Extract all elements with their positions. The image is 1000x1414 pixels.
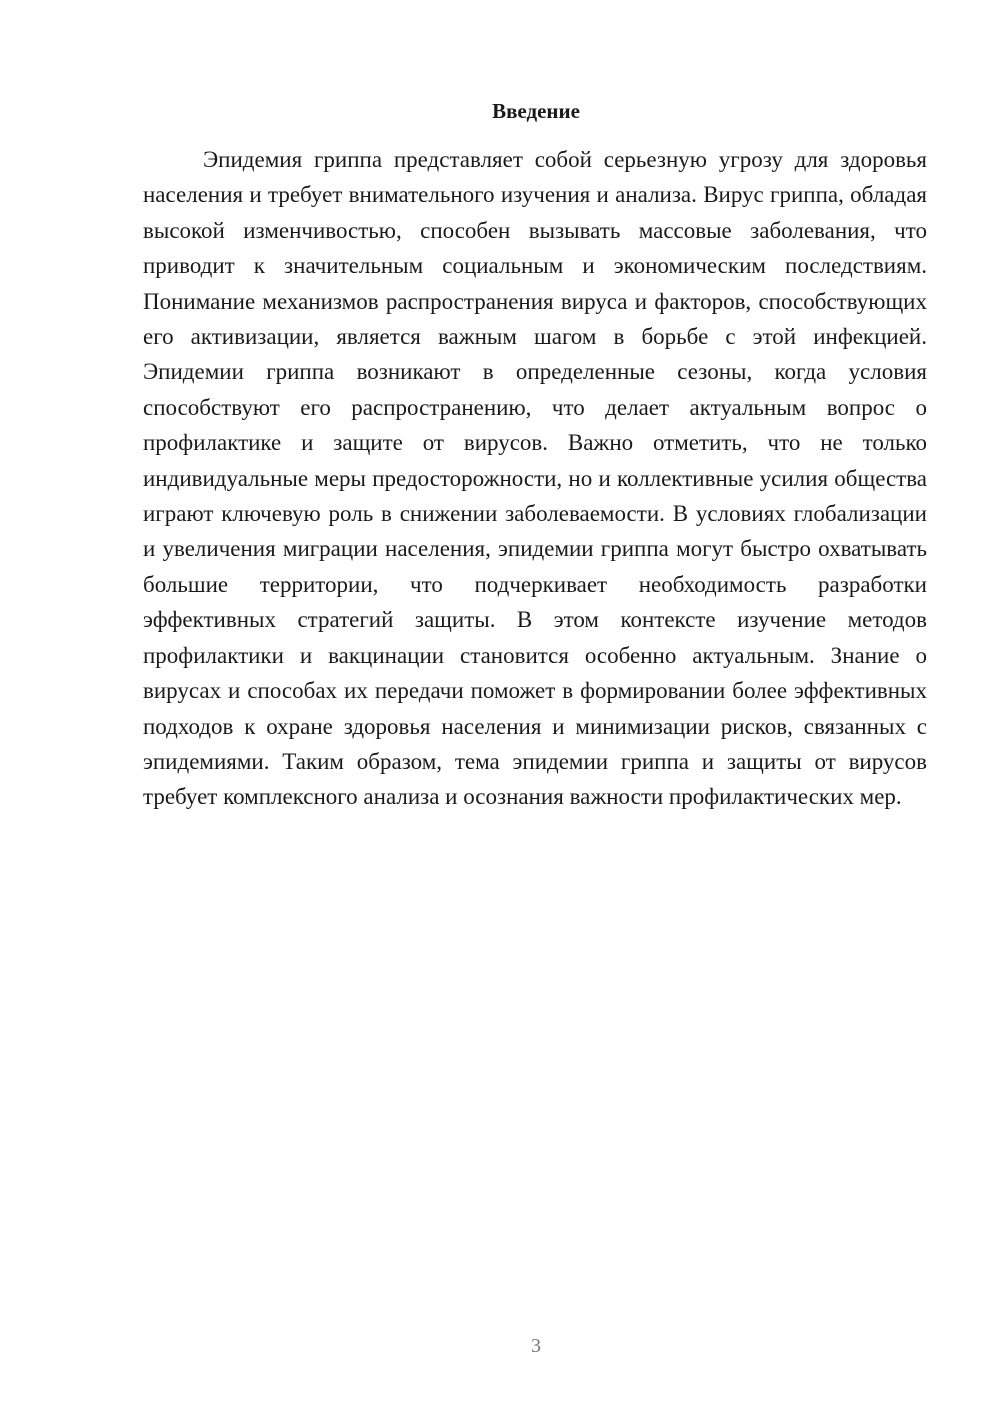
section-heading: Введение xyxy=(492,99,580,123)
body-paragraph: Эпидемия гриппа представляет собой серьезную угрозу для здоровья населения и требует внимательного изучения и анализа. Вирус гриппа, обладая высокой изменчивостью, способен вызывать массовые заболевания, что приводит к значительным социальным и экономическим последствиям. Понимание механизмов распространения вируса и факторов, способствующих его активизации, является важным шагом в борьбе с этой инфекцией. Эпидемии гриппа возникают в определенные сезоны, когда условия способствуют его распространению, что делает актуальным вопрос о профилактике и защите от вирусов. Важно отметить, что не только индивидуальные меры предосторожности, но и коллективные усилия общества играют ключевую роль в снижении заболеваемости. В условиях глобализации и увеличения миграции населения, эпидемии гриппа могут быстро охватывать большие территории, что подчеркивает необходимость разработки эффективных стратегий защиты. В этом контексте изучение методов профилактики и вакцинации становится особенно актуальным. Знание о вирусах и способах их передачи поможет в формировании более эффективных подходов к охране здоровья населения и минимизации рисков, связанных с эпидемиями. Таким образом, тема эпидемии гриппа и защиты от вирусов требует комплексного анализа и осознания важности профилактических мер. xyxy=(143,147,927,810)
page-number: 3 xyxy=(531,1335,541,1357)
